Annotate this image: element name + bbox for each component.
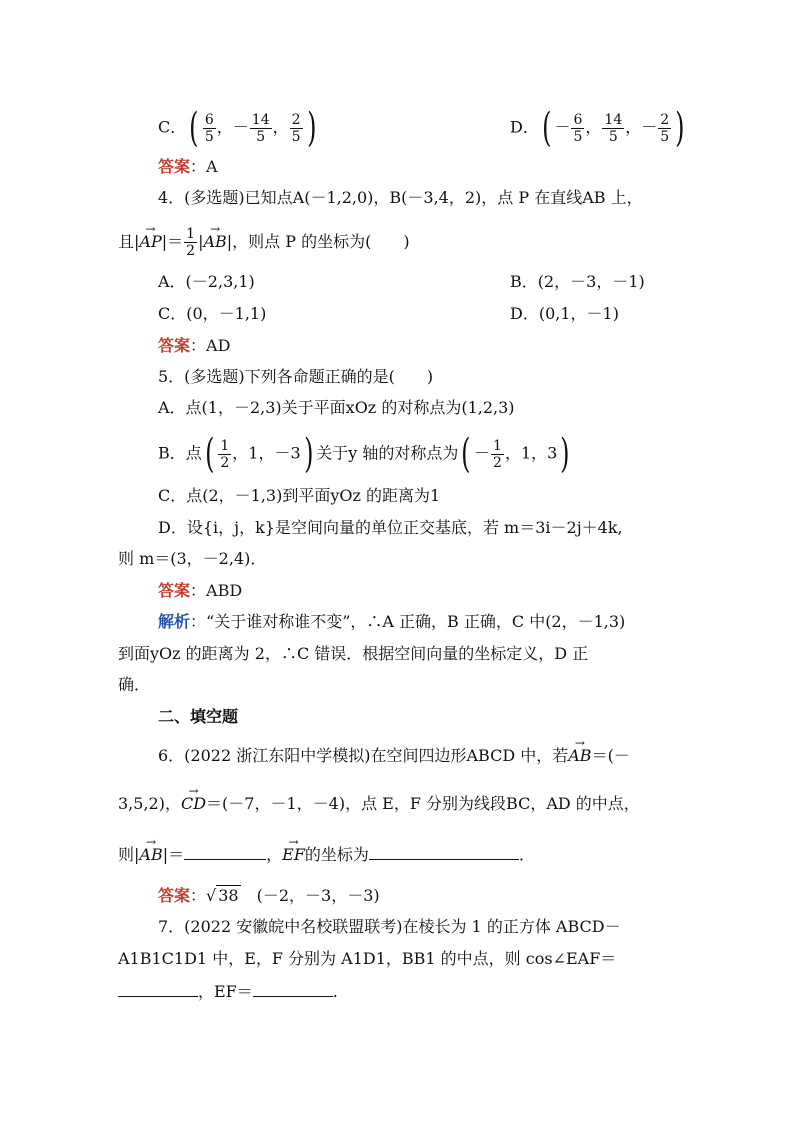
- q5-analysis-line2: 到面yOz 的距离为 2，∴C 错误．根据空间向量的坐标定义，D 正: [118, 644, 589, 663]
- q5-answer: [158, 580, 242, 602]
- q3-option-d: D．( － $\frac{6}{5}$ ， $\frac{14}{5}$ ，－ $\frac{2}{5}$ ): [510, 105, 685, 151]
- q6-line1: 6．(2022 浙江东阳中学模拟)在空间四边形ABCD 中，若→ AB＝(－: [158, 745, 630, 767]
- q4-answer: [158, 335, 230, 357]
- q4-option-d: D．(0,1，－1): [510, 304, 619, 323]
- vector-ab: → AB: [203, 231, 226, 253]
- q5-option-b: B．点( $\frac{1}{2}$ ，1，－3) 关于y 轴的对称点为( － $\frac{1}{2}$ ，1，3): [158, 431, 570, 477]
- q4-option-b: B．(2，－3，－1): [510, 272, 645, 291]
- q4-stem-line1: 4．(多选题)已知点A(－1,2,0)，B(－3,4，2)，点 P 在直线AB 上，: [158, 188, 643, 207]
- fraction: $\frac{14}{5}$: [604, 111, 623, 145]
- answer-blank[interactable]: [184, 843, 266, 860]
- answer-blank[interactable]: [118, 980, 198, 997]
- answer-label: 答案: [158, 581, 191, 600]
- q3-answer: [158, 156, 218, 178]
- fraction: $\frac{1}{2}$: [220, 437, 230, 471]
- answer-label: 答案: [158, 157, 191, 176]
- q6-line3: 则|→ AB|＝ ，→ EF的坐标为 ．: [118, 843, 535, 866]
- q6-answer: 答案：√ 38 (－2，－3，－3): [158, 886, 380, 905]
- q4-option-c: C．(0，－1,1): [158, 304, 267, 323]
- section-heading: 二、填空题: [158, 707, 239, 726]
- q5-option-a: A．点(1，－2,3)关于平面xOz 的对称点为(1,2,3): [158, 398, 515, 417]
- fraction: $\frac{2}{5}$: [291, 111, 301, 145]
- q4-option-a: A．(－2,3,1): [158, 272, 255, 291]
- vector-ab: → AB: [568, 745, 591, 767]
- q7-line1: 7．(2022 安徽皖中名校联盟联考)在棱长为 1 的正方体 ABCD－: [158, 917, 621, 936]
- q5-analysis-line1: 解析：“关于谁对称谁不变”，∴A 正确，B 正确，C 中(2，－1,3): [158, 612, 626, 631]
- fraction: $\frac{6}{5}$: [573, 111, 583, 145]
- answer-blank[interactable]: [253, 980, 333, 997]
- q7-line3: ，EF＝ .: [118, 980, 338, 1003]
- q5-option-c: C．点(2，－1,3)到平面yOz 的距离为1: [158, 486, 441, 505]
- fraction: $\frac{14}{5}$: [251, 111, 270, 145]
- answer-label: 答案: [158, 336, 191, 355]
- option-label: D．: [510, 117, 539, 137]
- q7-line2: A1B1C1D1 中，E，F 分别为 A1D1，BB1 的中点，则 cos∠EAF＝: [118, 949, 617, 968]
- q5-analysis-line3: 确．: [118, 675, 151, 694]
- q5-option-d-line2: 则 m＝(3，－2,4)．: [118, 549, 267, 568]
- answer-value: ：AD: [190, 336, 231, 355]
- analysis-label: 解析: [158, 612, 191, 631]
- vector-ap: → AP: [139, 231, 161, 253]
- fraction: $\frac{1}{2}$: [493, 437, 502, 471]
- sqrt-expression: √ 38: [206, 886, 239, 905]
- q6-line2: 3,5,2)，→ CD＝(－7，－1，－4)，点 E，F 分别为线段BC，AD 的中点，: [118, 793, 640, 815]
- q5-option-d-line1: D．设{i，j，k}是空间向量的单位正交基底，若 m＝3i－2j＋4k,: [158, 518, 623, 537]
- option-label: C．: [158, 117, 187, 137]
- vector-ab: → AB: [139, 844, 162, 866]
- answer-value: ：A: [190, 157, 218, 176]
- q3-option-c: C．( $\frac{6}{5}$ ，－ $\frac{14}{5}$ ， $\frac{2}{5}$ ): [158, 105, 317, 151]
- answer-blank[interactable]: [369, 843, 519, 860]
- vector-ef: → EF: [282, 844, 305, 866]
- answer-label: 答案: [158, 886, 191, 905]
- vector-cd: → CD: [181, 793, 206, 815]
- fraction-half: $\frac{1}{2}$: [186, 226, 196, 259]
- answer-value: ：ABD: [190, 581, 243, 600]
- fraction: $\frac{2}{5}$: [660, 111, 670, 145]
- q5-stem: 5．(多选题)下列各命题正确的是( ): [158, 367, 434, 386]
- q4-stem-line2: 且|→ AP|＝ $\frac{1}{2}$ |→ AB|，则点 P 的坐标为( ): [118, 226, 410, 259]
- fraction: $\frac{6}{5}$: [204, 111, 214, 145]
